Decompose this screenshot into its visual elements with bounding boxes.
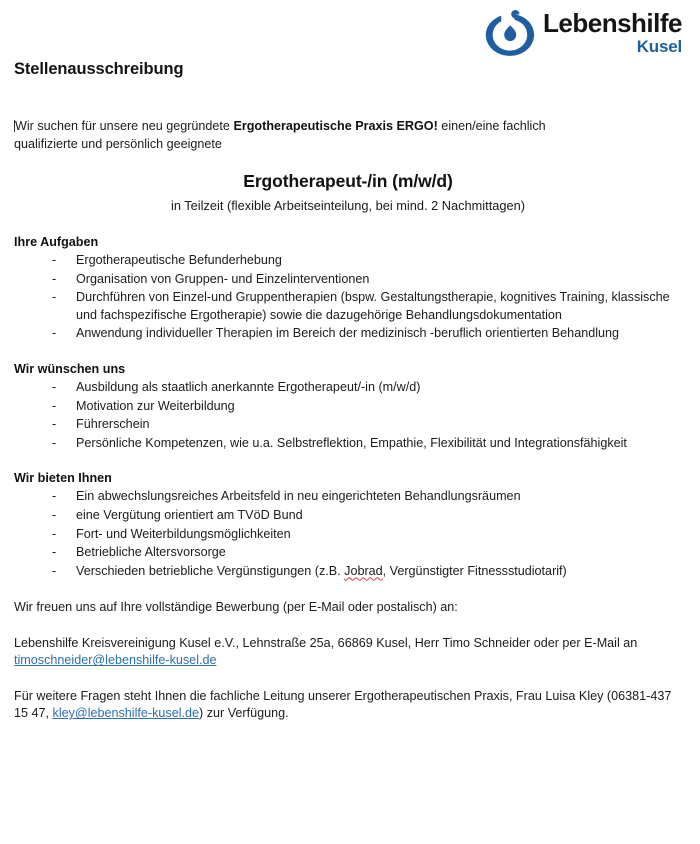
dash-bullet: - <box>52 398 57 413</box>
intro-paragraph <box>14 118 599 153</box>
intro-bold-practice-name: Ergotherapeutische Praxis ERGO! <box>233 119 438 133</box>
spacer <box>14 670 682 688</box>
page-title: Stellenausschreibung <box>14 60 184 78</box>
section-heading: Wir bieten Ihnen <box>14 471 112 486</box>
section-heading: Ihre Aufgaben <box>14 235 99 249</box>
section-heading: Wir wünschen uns <box>14 361 126 376</box>
questions-text-before: Für weitere Fragen steht Ihnen die fachliche Leitung unserer Ergotherapeutischen Praxis, Frau Luisa Kley (06381-437 15 47, <box>14 688 672 721</box>
list-item <box>14 416 682 434</box>
dash-bullet: - <box>52 417 57 432</box>
list-item-text: Ausbildung als staatlich anerkannte Ergotherapeut/-in (m/w/d) <box>76 379 421 394</box>
list-item-text: Fort- und Weiterbildungsmöglichkeiten <box>76 526 291 541</box>
list-item <box>14 289 682 324</box>
list-item-text: Durchführen von Einzel-und Gruppentherapien (bspw. Gestaltungstherapie, kognitives Training, klassische und fachspezifische Ergotherapie) sowie die dazugehörige Behandlungsdokumentation <box>76 290 670 322</box>
dash-bullet: - <box>52 507 57 522</box>
lebenshilfe-logo-mark-icon <box>484 8 536 58</box>
list-item <box>14 563 682 581</box>
application-invite-paragraph: Wir freuen uns auf Ihre vollständige Bewerbung (per E-Mail oder postalisch) an: <box>14 600 458 615</box>
benefits-list <box>14 488 682 580</box>
dash-bullet: - <box>52 489 57 504</box>
intro-text-part2: einen/eine fachlich qualifizierte und persönlich geeignete <box>14 119 546 151</box>
list-item-text: Ein abwechslungsreiches Arbeitsfeld in neu eingerichteten Behandlungsräumen <box>76 489 521 504</box>
section-ihre-aufgaben <box>14 235 682 343</box>
list-item-text: Betriebliche Altersvorsorge <box>76 545 226 560</box>
dash-bullet: - <box>52 271 57 286</box>
closing-block <box>14 599 682 723</box>
list-item-text-after: , Vergünstigter Fitnessstudiotarif) <box>382 563 567 578</box>
address-paragraph <box>14 635 682 670</box>
questions-paragraph <box>14 688 682 723</box>
list-item <box>14 398 682 416</box>
dash-bullet: - <box>52 253 57 267</box>
section-wir-bieten-ihnen <box>14 471 682 580</box>
dash-bullet: - <box>52 290 57 305</box>
logo-subname: Kusel <box>636 37 682 57</box>
email-link-timoschneider[interactable]: timoschneider@lebenshilfe-kusel.de <box>14 653 217 668</box>
task-list <box>14 252 682 343</box>
list-item <box>14 488 682 506</box>
list-item <box>14 271 682 289</box>
section-wir-wuenschen-uns <box>14 362 682 452</box>
list-item <box>14 544 682 562</box>
list-item <box>14 526 682 544</box>
list-item-text-before: Verschieden betriebliche Vergünstigungen (z.B. <box>76 563 345 578</box>
dash-bullet: - <box>52 545 57 560</box>
dash-bullet: - <box>52 326 57 341</box>
list-item <box>14 507 682 525</box>
job-subtitle: in Teilzeit (flexible Arbeitseinteilung, bei mind. 2 Nachmittagen) <box>171 198 525 213</box>
dash-bullet: - <box>52 526 57 541</box>
logo-wordmark <box>543 7 682 57</box>
list-item <box>14 252 682 270</box>
document-body <box>14 118 682 723</box>
list-item <box>14 379 682 397</box>
questions-text-after: ) zur Verfügung. <box>199 706 289 721</box>
logo-name: Lebenshilfe <box>543 7 682 38</box>
dash-bullet: - <box>52 435 57 450</box>
requirements-list <box>14 379 682 452</box>
list-item-text: Persönliche Kompetenzen, wie u.a. Selbstreflektion, Empathie, Flexibilität und Integrationsfähigkeit <box>76 435 627 450</box>
list-item <box>14 435 682 453</box>
list-item-text: Anwendung individueller Therapien im Bereich der medizinisch -beruflich orientierten Behandlung <box>76 326 620 341</box>
list-item-text: Motivation zur Weiterbildung <box>76 398 235 413</box>
list-item-text: eine Vergütung orientiert am TVöD Bund <box>76 507 303 522</box>
email-link-kley[interactable]: kley@lebenshilfe-kusel.de <box>52 706 200 721</box>
list-item <box>14 325 682 343</box>
dash-bullet: - <box>52 379 57 394</box>
list-item-text: Organisation von Gruppen- und Einzelinterventionen <box>76 271 370 286</box>
dash-bullet: - <box>52 563 57 578</box>
intro-text-part1: Wir suchen für unsere neu gegründete <box>15 119 234 133</box>
misspelled-word: Jobrad <box>344 563 383 578</box>
organization-logo <box>484 8 682 58</box>
job-title: Ergotherapeut-/in (m/w/d) <box>243 171 453 191</box>
list-item-text: Ergotherapeutische Befunderhebung <box>76 253 282 267</box>
spacer <box>14 617 682 635</box>
address-text: Lebenshilfe Kreisvereinigung Kusel e.V., Lehnstraße 25a, 66869 Kusel, Herr Timo Schneider oder per E-Mail an <box>14 635 638 650</box>
list-item-text: Führerschein <box>76 417 150 432</box>
